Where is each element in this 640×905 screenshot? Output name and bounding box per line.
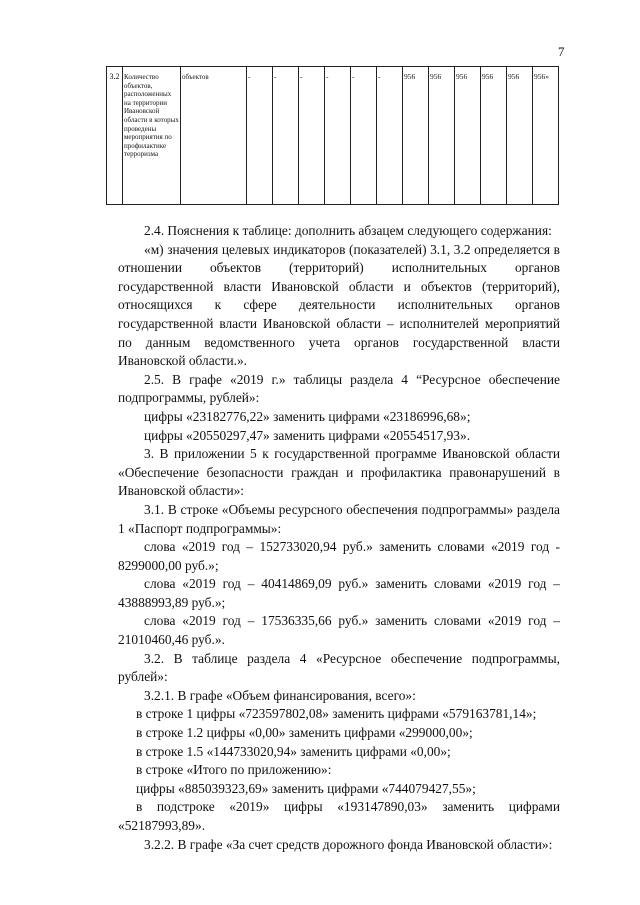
table-row: [107, 67, 559, 205]
indicator-name: Количество объектов, расположенных на территории Ивановской области в которых проведены мероприятия по профилактике терроризма: [123, 67, 181, 205]
unit-cell: объектов: [181, 67, 247, 205]
paragraph: 3. В приложении 5 к государственной программе Ивановской области «Обеспечение безопасности граждан и профилактика правонарушений в Ивановской области»:: [118, 446, 560, 499]
value-cell: 956: [403, 67, 429, 205]
value-cell: 956»: [533, 67, 559, 205]
paragraph: слова «2019 год – 17536335,66 руб.» заменить словами «2019 год – 21010460,46 руб.».: [118, 613, 560, 648]
paragraph: в строке «Итого по приложению»:: [136, 762, 332, 778]
paragraph: слова «2019 год – 40414869,09 руб.» заменить словами «2019 год – 43888993,89 руб.»;: [118, 576, 560, 610]
value-cell: -: [377, 67, 403, 205]
value-cell: -: [351, 67, 377, 205]
paragraph: в строке 1 цифры «723597802,08» заменить цифрами «579163781,14»;: [136, 706, 537, 722]
paragraph: цифры «20550297,47» заменить цифрами «20554517,93».: [144, 427, 471, 443]
value-cell: 956: [455, 67, 481, 205]
row-number: 3.2: [107, 67, 123, 205]
page-number: 7: [558, 44, 565, 59]
paragraph: в подстроке «2019» цифры «193147890,03» заменить цифрами «52187993,89».: [118, 799, 560, 833]
paragraph: слова «2019 год – 152733020,94 руб.» заменить словами «2019 год - 8299000,00 руб.»;: [118, 539, 560, 573]
paragraph: 3.2.1. В графе «Объем финансирования, всего»:: [144, 687, 416, 703]
paragraph: 3.2. В таблице раздела 4 «Ресурсное обеспечение подпрограммы, рублей»:: [118, 650, 560, 685]
paragraph: «м) значения целевых индикаторов (показателей) 3.1, 3.2 определяется в отношении объектов (территорий) исполнительных органов государственной власти Ивановской области и объектов (территорий), относящихся к сфере деятельности исполнительных органов государственной власти Ивановской области – исполнителей мероприятий по данным ведомственного учета органов государственной власти Ивановской области.».: [118, 241, 560, 369]
value-cell: -: [247, 67, 273, 205]
value-cell: -: [273, 67, 299, 205]
paragraph: 3.1. В строке «Объемы ресурсного обеспечения подпрограммы» раздела 1 «Паспорт подпрограммы»:: [118, 501, 560, 536]
paragraph: цифры «885039323,69» заменить цифрами «744079427,55»;: [136, 780, 476, 796]
paragraph: цифры «23182776,22» заменить цифрами «23186996,68»;: [144, 408, 471, 424]
document-body: [118, 222, 560, 854]
paragraph: в строке 1.5 «144733020,94» заменить цифрами «0,00»;: [136, 743, 451, 759]
paragraph: 3.2.2. В графе «За счет средств дорожного фонда Ивановской области»:: [144, 836, 553, 852]
value-cell: 956: [481, 67, 507, 205]
paragraph: в строке 1.2 цифры «0,00» заменить цифрами «299000,00»;: [136, 725, 473, 741]
paragraph: 2.5. В графе «2019 г.» таблицы раздела 4 “Ресурсное обеспечение подпрограммы, рублей»:: [118, 371, 560, 406]
paragraph: 2.4. Пояснения к таблице: дополнить абзацем следующего содержания:: [144, 223, 552, 238]
value-cell: 956: [507, 67, 533, 205]
indicators-table-fragment: [106, 66, 559, 205]
value-cell: -: [299, 67, 325, 205]
value-cell: 956: [429, 67, 455, 205]
value-cell: -: [325, 67, 351, 205]
